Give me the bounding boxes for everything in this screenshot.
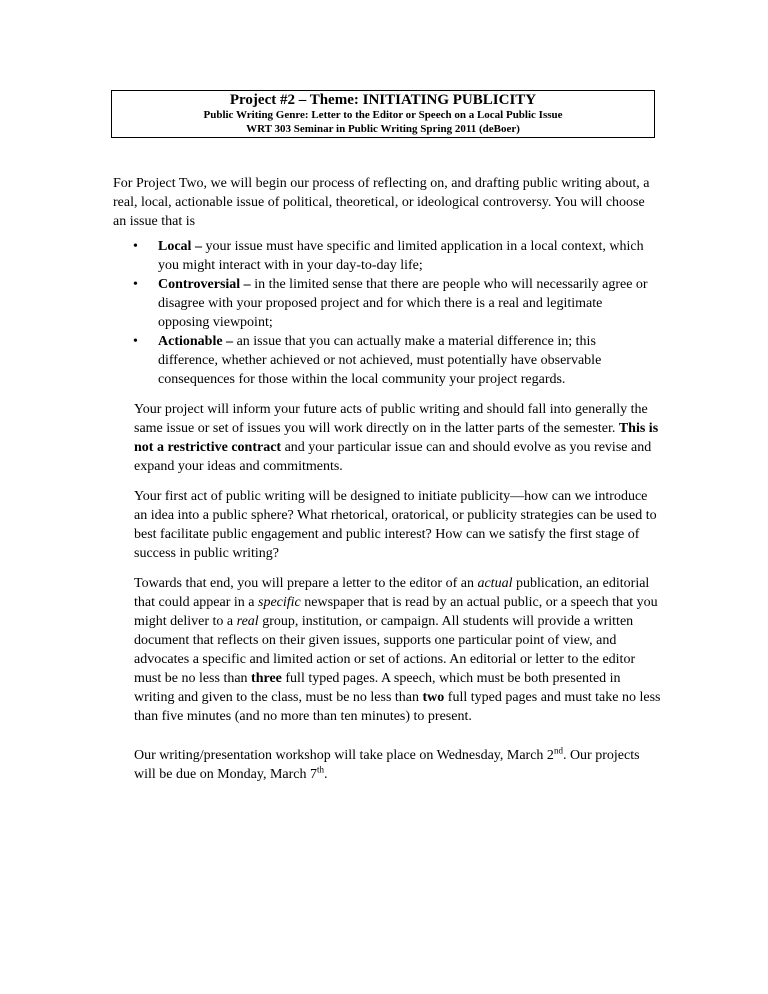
publicity-paragraph: Your first act of public writing will be designed to initiate publicity—how can we introduce an idea into a public sphere? What rhetorical, oratorical, or publicity strategies can be used to best facilitate public engagement and public interest? How can we satisfy the first stage of success in public writing? [134, 489, 657, 561]
italic-text: actual [477, 576, 513, 591]
list-item [113, 237, 653, 275]
italic-text: specific [258, 595, 301, 610]
bullet-term: Controversial – [158, 277, 251, 292]
text-run: Your project will inform your future acts of public writing and should fall into generally the same issue or set of issues you will work directly on in the latter parts of the semester. [134, 402, 648, 436]
dates-paragraph [134, 746, 664, 784]
text-run: Our writing/presentation workshop will take place on Wednesday, March 2 [134, 748, 554, 763]
criteria-list [113, 237, 653, 389]
bullet-icon: • [133, 334, 138, 349]
bold-text: three [251, 671, 282, 686]
project-paragraph [134, 400, 664, 476]
text-run: newspaper that is read by an actual public, or a speech that you might deliver to a [134, 595, 658, 629]
bullet-text: your issue must have specific and limited application in a local context, which you might interact with in your day-to-day life; [158, 239, 644, 273]
list-item [113, 275, 653, 332]
text-run: and your particular issue can and should evolve as you revise and expand your ideas and commitments. [134, 440, 652, 474]
list-item [113, 332, 653, 389]
intro-paragraph: For Project Two, we will begin our process of reflecting on, and drafting public writing about, a real, local, actionable issue of political, theoretical, or ideological controversy. You will choose an issue that is [113, 176, 650, 229]
header-box [111, 90, 655, 138]
text-run: Towards that end, you will prepare a letter to the editor of an [134, 576, 478, 591]
superscript: nd [553, 745, 563, 756]
text-run: full typed pages. A speech, which must be both presented in writing and given to the class, must be no less than [134, 671, 621, 705]
bullet-icon: • [133, 239, 138, 254]
text-run: full typed pages and must take no less than five minutes (and no more than ten minutes) to present. [134, 690, 661, 724]
italic-text: real [236, 614, 259, 629]
text-run: group, institution, or campaign. All students will provide a written document that reflects on their given issues, supports one particular point of view, and advocates a specific and limited action or set of actions. An editorial or letter to the editor must be no less than [134, 614, 636, 686]
text-run: publication, an editorial that could appear in a [134, 576, 650, 610]
emphasis-text: This is not a restrictive contract [134, 421, 659, 455]
project-title: Project #2 – Theme: INITIATING PUBLICITY [229, 92, 537, 108]
superscript: th [317, 764, 325, 775]
bullet-text: an issue that you can actually make a material difference in; this difference, whether achieved or not achieved, must potentially have observable consequences for those within the local community your project regards. [158, 334, 602, 387]
course-line: WRT 303 Seminar in Public Writing Spring 2011 (deBoer) [246, 123, 520, 135]
bullet-text: in the limited sense that there are people who will necessarily agree or disagree with your proposed project and for which there is a real and legitimate opposing viewpoint; [158, 277, 648, 330]
text-run: . Our projects will be due on Monday, March 7 [134, 748, 640, 782]
bullet-icon: • [133, 277, 138, 292]
genre-line: Public Writing Genre: Letter to the Editor or Speech on a Local Public Issue [203, 109, 563, 121]
bullet-term: Local – [158, 239, 202, 254]
bullet-term: Actionable – [158, 334, 234, 349]
text-run: . [324, 767, 328, 782]
assignment-paragraph [134, 574, 664, 726]
bold-text: two [422, 690, 445, 705]
